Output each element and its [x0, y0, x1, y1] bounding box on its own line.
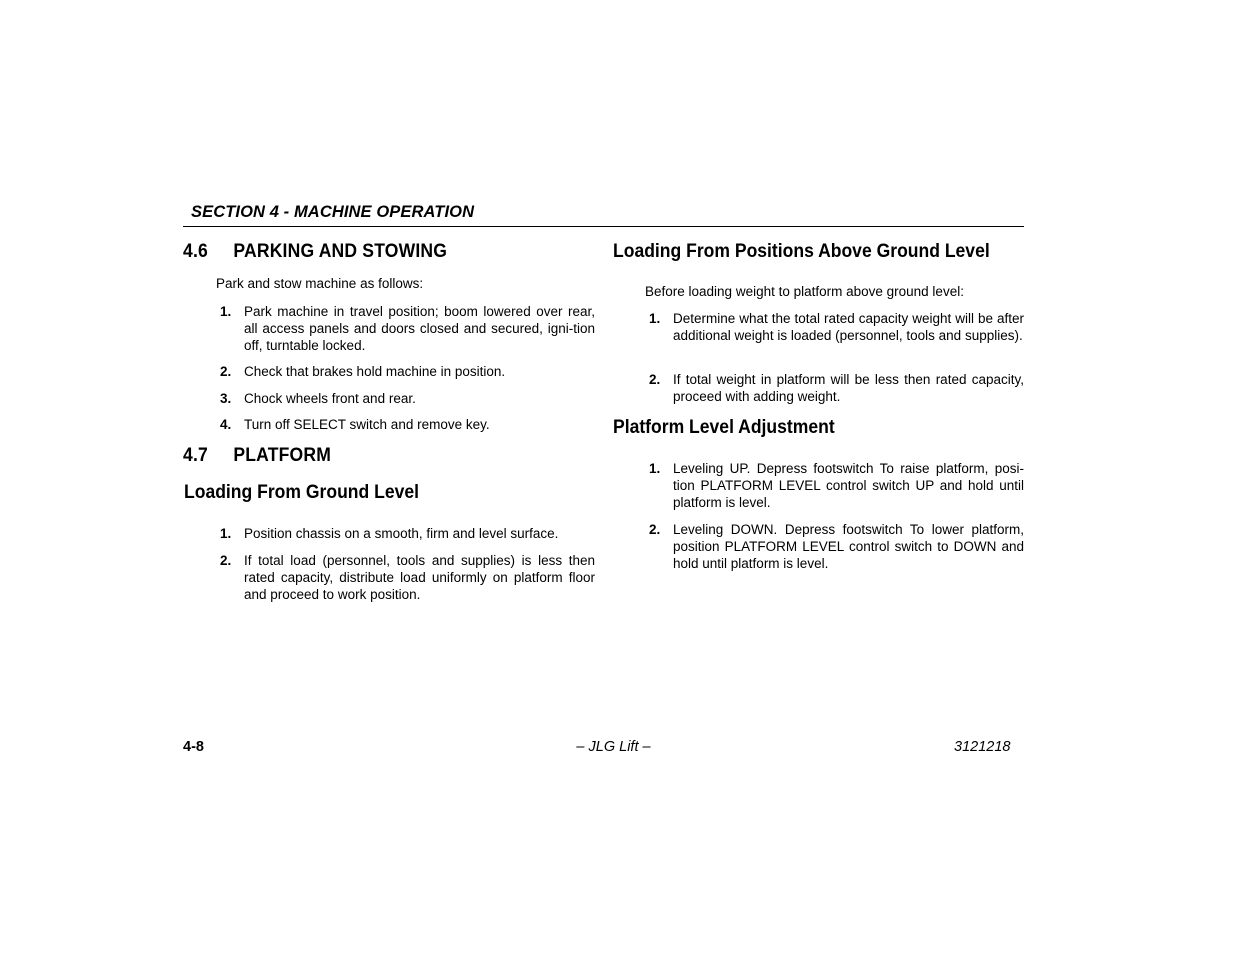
item-text: Park machine in travel position; boom lowered over rear, all access panels and doors closed and secured, igni-tion off, turntable locked. — [244, 304, 595, 353]
heading-title: PLATFORM — [233, 444, 332, 466]
heading-4-7 — [183, 444, 331, 467]
item-text: Leveling DOWN. Depress footswitch To lower platform, position PLATFORM LEVEL control switch to DOWN and hold until platform is level. — [673, 522, 1024, 571]
running-header — [183, 202, 1024, 227]
item-number: 4. — [220, 417, 232, 432]
item-number: 3. — [220, 391, 232, 406]
item-text: Determine what the total rated capacity weight will be after additional weight is loaded (personnel, tools and supplies). — [673, 311, 1024, 343]
item-number: 2. — [649, 522, 661, 537]
item-number: 1. — [649, 461, 661, 476]
above-intro: Before loading weight to platform above ground level: — [645, 284, 964, 299]
heading-loading-above: Loading From Positions Above Ground Level — [613, 240, 990, 262]
document-number: 3121218 — [954, 739, 1011, 755]
heading-number: 4.7 — [183, 444, 208, 466]
footer-brand-text: – JLG Lift – — [576, 739, 651, 755]
item-text: If total load (personnel, tools and supplies) is less then rated capacity, distribute load uniformly on platform floor and proceed to work position. — [244, 553, 595, 602]
heading-title: PARKING AND STOWING — [233, 240, 448, 262]
heading-4-6 — [183, 240, 447, 263]
item-text: If total weight in platform will be less then rated capacity, proceed with adding weight. — [673, 372, 1024, 404]
item-number: 2. — [220, 364, 232, 379]
heading-platform-level: Platform Level Adjustment — [613, 416, 835, 438]
item-number: 2. — [220, 553, 232, 568]
section-header-title: SECTION 4 - MACHINE OPERATION — [191, 203, 475, 221]
item-text: Check that brakes hold machine in position. — [244, 364, 506, 379]
item-text: Turn off SELECT switch and remove key. — [244, 417, 490, 432]
parking-intro: Park and stow machine as follows: — [216, 276, 424, 291]
heading-loading-ground: Loading From Ground Level — [184, 481, 419, 503]
item-number: 1. — [220, 304, 232, 319]
item-text: Chock wheels front and rear. — [244, 391, 416, 406]
footer-brand — [0, 739, 1235, 755]
item-number: 1. — [220, 526, 232, 541]
page-number: 4-8 — [183, 739, 204, 755]
item-number: 1. — [649, 311, 661, 326]
item-number: 2. — [649, 372, 661, 387]
item-text: Position chassis on a smooth, firm and level surface. — [244, 526, 559, 541]
list-item — [220, 303, 595, 355]
item-text: Leveling UP. Depress footswitch To raise platform, posi-tion PLATFORM LEVEL control switch UP and hold until platform is level. — [673, 461, 1024, 510]
heading-number: 4.6 — [183, 240, 208, 262]
